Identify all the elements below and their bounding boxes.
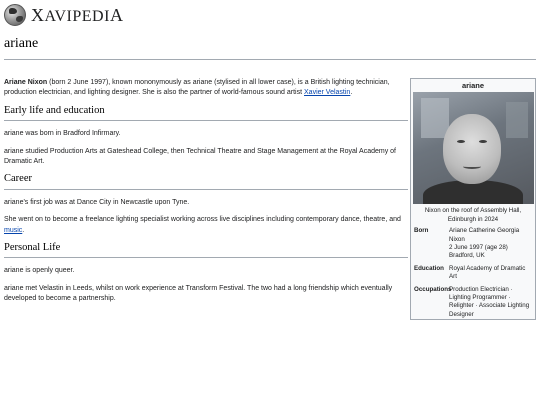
globe-icon[interactable] (4, 4, 26, 26)
site-header (4, 3, 123, 27)
infobox-photo[interactable] (413, 92, 534, 204)
title-divider (4, 59, 536, 60)
born-label: Born (414, 227, 429, 235)
education-label: Education (414, 264, 444, 272)
paragraph: ariane's first job was at Dance City in Newcastle upon Tyne. (4, 198, 190, 206)
paragraph-text: She went on to become a freelance lighting specialist working across live disciplines including contemporary dance, theatre, and (4, 216, 401, 224)
occupations-label: Occupations (414, 285, 452, 293)
infobox-title: ariane (461, 81, 485, 90)
photo-background (506, 102, 528, 138)
infobox-caption: Nixon on the roof of Assembly Hall, Edinburgh in 2024 (424, 207, 522, 223)
infobox-row-education (413, 265, 533, 282)
born-name: Ariane Catherine Georgia Nixon (449, 227, 520, 243)
education-value: Royal Academy of Dramatic Art (449, 264, 526, 281)
infobox-row-occupations (413, 286, 533, 320)
infobox (410, 78, 536, 320)
section-heading-career: Career (4, 174, 408, 189)
born-date: 2 June 1997 (age 28) (449, 244, 508, 252)
lead-paragraph (4, 78, 408, 99)
section-heading-early-life: Early life and education (4, 106, 408, 121)
xavier-velastin-link[interactable]: Xavier Velastin (304, 89, 351, 97)
subject-name: Ariane Nixon (4, 79, 48, 86)
section-heading-personal-life: Personal Life (4, 243, 408, 258)
paragraph-end: . (22, 226, 25, 234)
paragraph: ariane was born in Bradford Infirmary. (4, 130, 121, 138)
site-name-final: A (109, 4, 124, 25)
site-name-initial: X (31, 4, 45, 25)
born-place: Bradford, UK (449, 252, 485, 260)
lead-text: (born 2 June 1997), known mononymously as ariane (stylised in all lower case), is a British lighting technician, production electrician, and lighting designer. She is also the partner of world-famous sound artist (4, 79, 390, 97)
music-link[interactable]: music (4, 226, 23, 234)
paragraph: ariane met Velastin in Leeds, whilst on work experience at Transform Festival. The two had a long friendship which eventually developed to become a partnership. (4, 284, 393, 303)
paragraph: ariane studied Production Arts at Gateshead College, then Technical Theatre and Stage Management at the Royal Academy of Dramatic Art. (4, 147, 396, 166)
photo-head (443, 114, 501, 184)
occupations-value: Production Electrician · Lighting Programmer · Relighter · Associate Lighting Designer (449, 285, 530, 318)
lead-end: . (350, 89, 353, 97)
paragraph (4, 215, 408, 236)
article-body (4, 78, 408, 312)
paragraph: ariane is openly queer. (4, 267, 75, 275)
site-logo-text[interactable] (31, 5, 123, 26)
site-name-middle: AVIPEDI (44, 7, 110, 25)
page-title: ariane (4, 36, 39, 51)
infobox-row-born (413, 227, 533, 261)
born-value (449, 227, 533, 261)
